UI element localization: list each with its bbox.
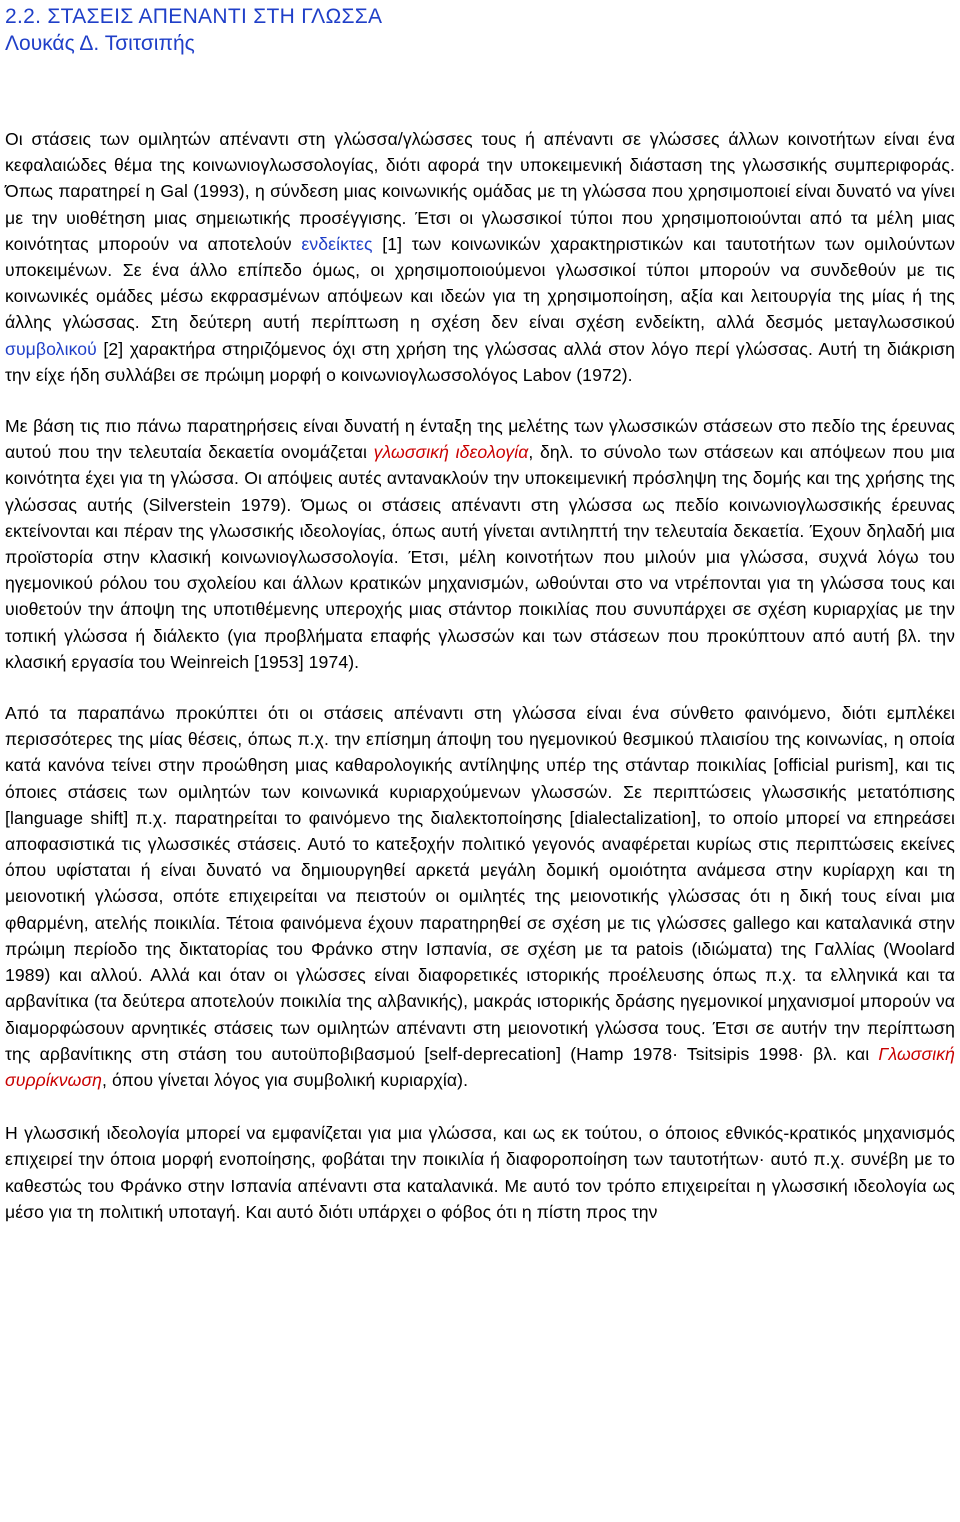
paragraph-2-text-a: Με βάση τις πιο πάνω παρατηρήσεις είναι δυνατή η ένταξη της μελέτης των γλωσσικών στάσεων στο πεδίο της έρευνας αυτού που την τελευταία δεκαετία ονομάζεται <box>5 416 955 463</box>
paragraph-1-text-a: Οι στάσεις των ομιλητών απέναντι στη γλώσσα/γλώσσες τους ή απέναντι σε γλώσσες άλλων κοινοτήτων είναι ένα κεφαλαιώδες θέμα της κοινωνιογλωσσολογίας, διότι αφορά την υποκειμενική διάσταση της γλωσσικής συμπεριφοράς. Όπως παρατηρεί η Gal (1993), η σύνδεση μιας κοινωνικής ομάδας με τη γλώσσα που χρησιμοποιεί είναι δυνατό να γίνει με την υιοθέτηση μιας σημειωτικής προσέγγισης. Έτσι οι γλωσσικοί τύποι που χρησιμοποιούνται από τα μέλη μιας κοινότητας μπορούν να αποτελούν <box>5 129 955 254</box>
paragraph-2 <box>5 413 955 675</box>
link-endeiktes[interactable]: ενδείκτες <box>301 233 373 254</box>
paragraph-4 <box>5 1120 955 1225</box>
term-glossiki-syrriknosi[interactable]: Γλωσσική συρρίκνωση <box>5 1043 955 1090</box>
paragraph-4-text-a: Η γλωσσική ιδεολογία μπορεί να εμφανίζεται για μια γλώσσα, και ως εκ τούτου, ο όποιος εθνικός-κρατικός μηχανισμός επιχειρεί την όποια μορφή ενοποίησης, φοβάται την ποικιλία ή διαφοροποίηση των ταυτοτήτων· αυτό π.χ. συνέβη με το καθεστώς του Φράνκο στην Ισπανία απέναντι στα καταλανικά. Με αυτό τον τρόπο επιχειρείται η γλωσσική ιδεολογία ως μέσο για τη πολιτική υποταγή. Και αυτό διότι υπάρχει ο φόβος ότι η πίστη προς την <box>5 1123 955 1222</box>
paragraph-3-text-a: Από τα παραπάνω προκύπτει ότι οι στάσεις απέναντι στη γλώσσα είναι ένα σύνθετο φαινόμενο, διότι εμπλέκει περισσότερες της μίας θέσεις, όπως π.χ. την επίσημη άποψη του ηγεμονικού θεσμικού πλαισίου της κοινωνίας, η οποία κατά κανόνα τείνει στην προώθηση μιας καθαρολογικής αντίληψης υπέρ της στάνταρ ποικιλίας [official purism], και τις όποιες στάσεις των ομιλητών των κοινωνικά κυριαρχούμενων γλωσσών. Σε περιπτώσεις γλωσσικής μετατόπισης [language shift] π.χ. παρατηρείται το φαινόμενο της διαλεκτοποίησης [dialectalization], το οποίο μπορεί να επηρεάσει αποφασιστικά τις γλωσσικές στάσεις. Αυτό το κατεξοχήν πολιτικό γεγονός αναφέρεται κυρίως στις περιπτώσεις εκείνες όπου υφίσταται ή είναι δυνατό να δημιουργηθεί αρκετά μεγάλη δομική ομοιότητα ανάμεσα στην κυρίαρχη και τη μειονοτική γλώσσα, οπότε επιχειρείται να πειστούν οι ομιλητές της μειονοτικής γλώσσας ότι η δική τους είναι μια φθαρμένη, ατελής ποικιλία. Τέτοια φαινόμενα έχουν παρατηρηθεί σε σχέση με τις γλώσσες gallego και καταλανικά στην πρώιμη περίοδο της δικτατορίας του Φράνκο στην Ισπανία, σε σχέση με τα patois (ιδιώματα) της Γαλλίας (Woolard 1989) και αλλού. Αλλά και όταν οι γλώσσες είναι διαφορετικές ιστορικής προέλευσης όπως π.χ. τα ελληνικά και τα αρβανίτικα (τα δεύτερα αποτελούν ποικιλία της αλβανικής), μακράς ιστορικής δράσης ηγεμονικοί μηχανισμοί μπορούν να διαμορφώσουν αρνητικές στάσεις των ομιλητών απέναντι στη μειονοτική γλώσσα τους. Έτσι σε αυτήν την περίπτωση της αρβανίτικης στη στάση του αυτοϋποβιβασμού [self-deprecation] (Hamp 1978· Tsitsipis 1998· βλ. και <box>5 703 955 1064</box>
paragraph-1-text-c: [2] χαρακτήρα στηριζόμενος όχι στη χρήση της γλώσσας αλλά στον λόγο περί γλώσσας. Αυτή τη διάκριση την είχε ήδη συλλάβει σε πρώιμη μορφή ο κοινωνιογλωσσολόγος Labov (1972). <box>5 338 955 385</box>
paragraph-1-text-b: [1] των κοινωνικών χαρακτηριστικών και ταυτοτήτων των ομιλούντων υποκειμένων. Σε ένα άλλο επίπεδο όμως, οι χρησιμοποιούμενοι γλωσσικοί τύποι μπορούν να συνδεθούν με τις κοινωνικές ομάδες μέσω εκφρασμένων απόψεων και ιδεών για τη χρησιμοποίηση, αξία και λειτουργία της μίας ή της άλλης γλώσσας. Στη δεύτερη αυτή περίπτωση η σχέση δεν είναι σχέση ενδείκτη, αλλά δεσμός μεταγλωσσικού <box>5 233 955 333</box>
paragraph-3 <box>5 700 955 1093</box>
paragraph-3-text-b: , όπου γίνεται λόγος για συμβολική κυριαρχία). <box>102 1069 469 1090</box>
term-glossiki-ideologia[interactable]: γλωσσική ιδεολογία <box>373 442 529 463</box>
paragraph-1 <box>5 126 955 388</box>
document-page <box>5 0 955 1225</box>
author-name: Λουκάς Δ. Τσιτσιπής <box>5 32 195 55</box>
link-symvolikou[interactable]: συμβολικού <box>5 338 97 359</box>
paragraph-2-text-b: , δηλ. το σύνολο των στάσεων και απόψεων που μια κοινότητα έχει για τη γλώσσα. Οι απόψεις αυτές αντανακλούν την υποκειμενική πρόσληψη της δομής και της χρήσης της γλώσσας αυτής (Silverstein 1979). Όμως οι στάσεις απέναντι στη γλώσσα ως πεδίο κοινωνιογλωσσικής έρευνας εκτείνονται και πέραν της γλωσσικής ιδεολογίας, όπως αυτή γίνεται αντιληπτή την τελευταία δεκαετία. Έχουν δηλαδή μια προϊστορία στην κλασική κοινωνιογλωσσολογία. Έτσι, μέλη κοινοτήτων που μιλούν μια γλώσσα, συχνά λόγω του ηγεμονικού ρόλου του σχολείου και άλλων κρατικών μηχανισμών, ωθούνται στο να ντρέπονται για τη γλώσσα τους και υιοθετούν την άποψη της υποτιθέμενης υπεροχής μιας στάντορ ποικιλίας που συνυπάρχει σε σχέση κυριαρχίας με την τοπική γλώσσα ή διάλεκτο (για προβλήματα επαφής γλωσσών και των στάσεων που προκύπτουν από αυτή βλ. την κλασική εργασία του Weinreich [1953] 1974). <box>5 442 955 672</box>
section-title: 2.2. ΣΤΑΣΕΙΣ ΑΠΕΝΑΝΤΙ ΣΤΗ ΓΛΩΣΣΑ <box>5 5 383 28</box>
